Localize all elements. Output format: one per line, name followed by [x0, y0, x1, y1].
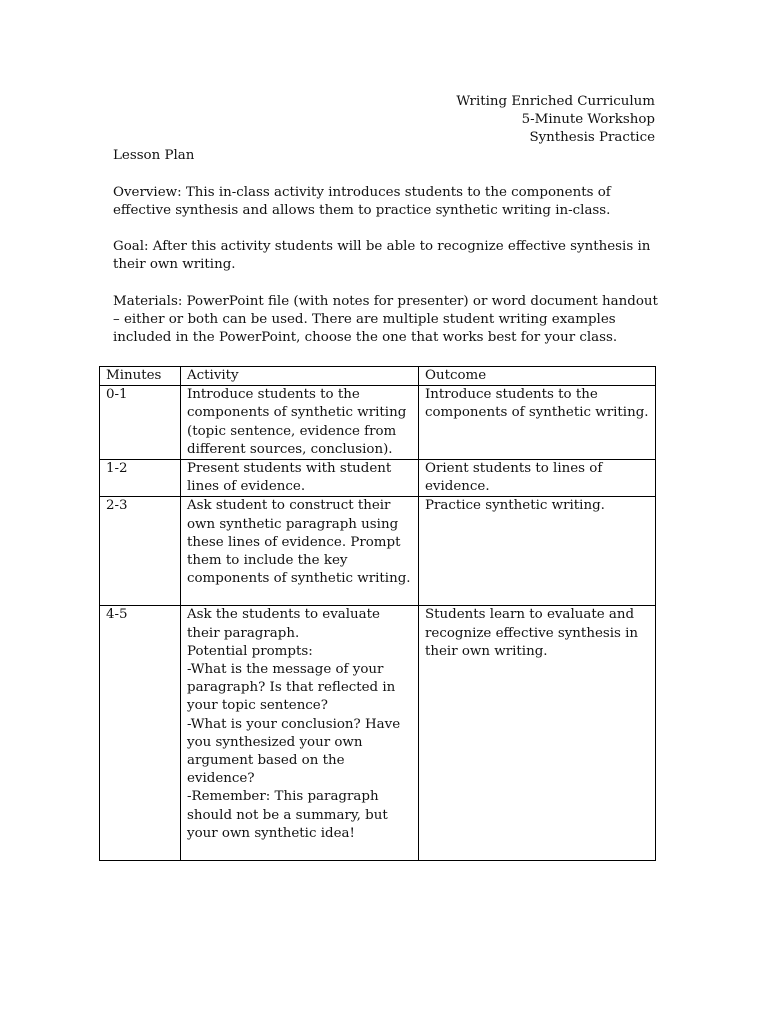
activity-cell [181, 460, 419, 497]
header-outcome: Outcome [419, 367, 656, 386]
minutes-cell: 1-2 [100, 460, 181, 497]
header-curriculum: Writing Enriched Curriculum [456, 94, 655, 109]
activity-line: Introduce students to the components of synthetic writing (topic sentence, evidence from different sources, conclusion). [187, 387, 407, 457]
outcome-cell: Orient students to lines of evidence. [419, 460, 656, 497]
goal-paragraph [113, 238, 658, 274]
header-topic: Synthesis Practice [529, 130, 655, 146]
lesson-plan-label [113, 147, 658, 165]
document-header [400, 93, 655, 148]
activity-cell [181, 497, 419, 606]
goal-text: Goal: After this activity students will be able to recognize effective synthesis in their own writing. [113, 239, 651, 273]
header-minutes: Minutes [100, 367, 181, 386]
activity-line: Present students with student lines of evidence. [187, 461, 392, 495]
table-row [100, 460, 656, 497]
activity-line: Ask student to construct their own synthetic paragraph using these lines of evidence. Prompt them to include the key components of synthetic writing. [187, 498, 411, 587]
table-row [100, 606, 656, 861]
header-workshop: 5-Minute Workshop [521, 112, 655, 128]
header-activity: Activity [181, 367, 419, 386]
lesson-plan-text: Lesson Plan [113, 148, 195, 163]
minutes-cell: 0-1 [100, 386, 181, 460]
table-header-row [100, 367, 656, 386]
table-row [100, 386, 656, 460]
outcome-cell: Introduce students to the components of synthetic writing. [419, 386, 656, 460]
minutes-cell: 2-3 [100, 497, 181, 606]
outcome-cell: Students learn to evaluate and recognize effective synthesis in their own writing. [419, 606, 656, 861]
outcome-cell: Practice synthetic writing. [419, 497, 656, 606]
activity-cell [181, 606, 419, 861]
activity-cell [181, 386, 419, 460]
activity-line: Potential prompts: [187, 643, 313, 659]
materials-text: Materials: PowerPoint file (with notes for presenter) or word document handout – either or both can be used. There are multiple student writing examples included in the PowerPoint, choose the one that works best for your class. [113, 294, 658, 346]
activity-line: -What is the message of your paragraph? Is that reflected in your topic sentence? [187, 662, 396, 714]
activity-line: Ask the students to evaluate their paragraph. [187, 607, 380, 641]
lesson-plan-table [99, 366, 656, 861]
activity-line: -What is your conclusion? Have you synthesized your own argument based on the evidence? [187, 716, 401, 787]
minutes-cell: 4-5 [100, 606, 181, 861]
materials-paragraph [113, 293, 658, 348]
overview-paragraph [113, 184, 658, 220]
overview-text: Overview: This in-class activity introduces students to the components of effective synthesis and allows them to practice synthetic writing in-class. [113, 185, 611, 219]
activity-line: -Remember: This paragraph should not be a summary, but your own synthetic idea! [187, 789, 388, 841]
table-row [100, 497, 656, 606]
